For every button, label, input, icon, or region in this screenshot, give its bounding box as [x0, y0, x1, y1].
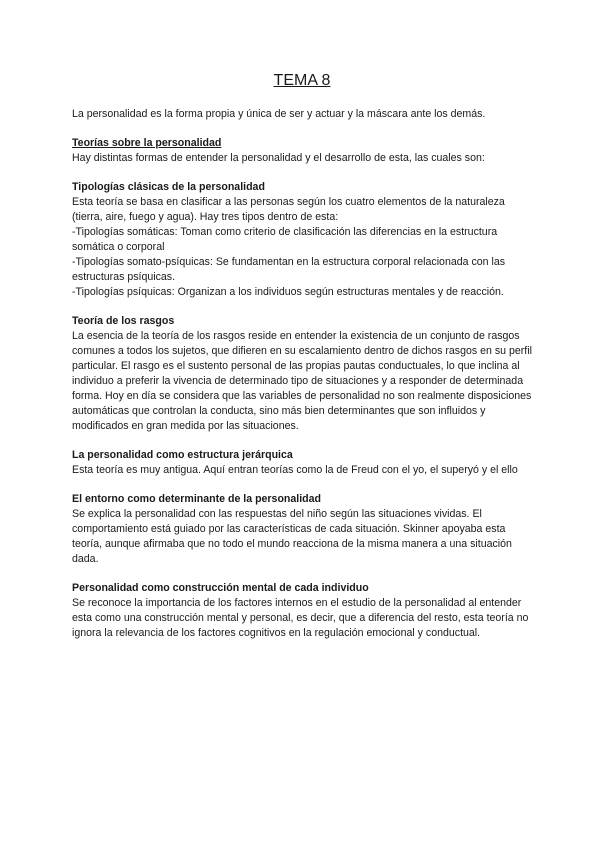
section-paragraph: Se reconoce la importancia de los factores internos en el estudio de la personalidad al entender esta como una construcción mental y personal, es decir, que a diferencia del resto, esta teoría no ignora la relevancia de los factores cognitivos en la regulación emocional y conductual.: [72, 597, 529, 639]
section-heading: Teoría de los rasgos: [72, 315, 175, 327]
section-heading: Tipologías clásicas de la personalidad: [72, 181, 265, 193]
page-title: TEMA 8: [273, 72, 331, 89]
section-paragraph: Hay distintas formas de entender la personalidad y el desarrollo de esta, las cuales son:: [72, 152, 485, 164]
section-list-item: -Tipologías somato-psíquicas: Se fundamentan en la estructura corporal relacionada con las estructuras psíquicas.: [72, 256, 506, 283]
section-paragraph: Esta teoría es muy antigua. Aquí entran teorías como la de Freud con el yo, el superyó y el ello: [72, 464, 518, 476]
section-heading: El entorno como determinante de la personalidad: [72, 493, 321, 505]
section-teorias: [72, 136, 532, 166]
intro-paragraph: La personalidad es la forma propia y única de ser y actuar y la máscara ante los demás.: [72, 108, 486, 120]
section-list-item: -Tipologías psíquicas: Organizan a los individuos según estructuras mentales y de reacción.: [72, 286, 504, 298]
section-entorno: [72, 492, 532, 567]
section-list-item: -Tipologías somáticas: Toman como criterio de clasificación las diferencias en la estructura somática o corporal: [72, 226, 498, 253]
section-paragraph: Esta teoría se basa en clasificar a las personas según los cuatro elementos de la naturaleza (tierra, aire, fuego y agua). Hay tres tipos dentro de esta:: [72, 196, 505, 223]
document-page: [72, 70, 532, 655]
section-heading: Personalidad como construcción mental de cada individuo: [72, 582, 369, 594]
section-construccion-mental: [72, 581, 532, 641]
section-tipologias: [72, 180, 532, 300]
section-rasgos: [72, 314, 532, 434]
section-paragraph: La esencia de la teoría de los rasgos reside en entender la existencia de un conjunto de rasgos comunes a todos los sujetos, que difieren en su escalamiento dentro de dichos rasgos en su perfil particular. El rasgo es el sustento personal de las propias pautas conductuales, lo que inclina al individuo a preferir la vivencia de determinado tipo de situaciones y a responder de determinada forma. Hoy en día se considera que las variables de personalidad no son realmente disposiciones automáticas que controlan la conducta, sino más bien determinantes que son influidos y modificados en gran medida por las situaciones.: [72, 330, 532, 432]
section-paragraph: Se explica la personalidad con las respuestas del niño según las situaciones vividas. El comportamiento está guiado por las características de cada situación. Skinner apoyaba esta teoría, aunque afirmaba que no todo el mundo reacciona de la misma manera a una situación dada.: [72, 508, 512, 565]
section-jerarquica: [72, 448, 532, 478]
section-heading: Teorías sobre la personalidad: [72, 137, 222, 149]
section-heading: La personalidad como estructura jerárquica: [72, 449, 293, 461]
